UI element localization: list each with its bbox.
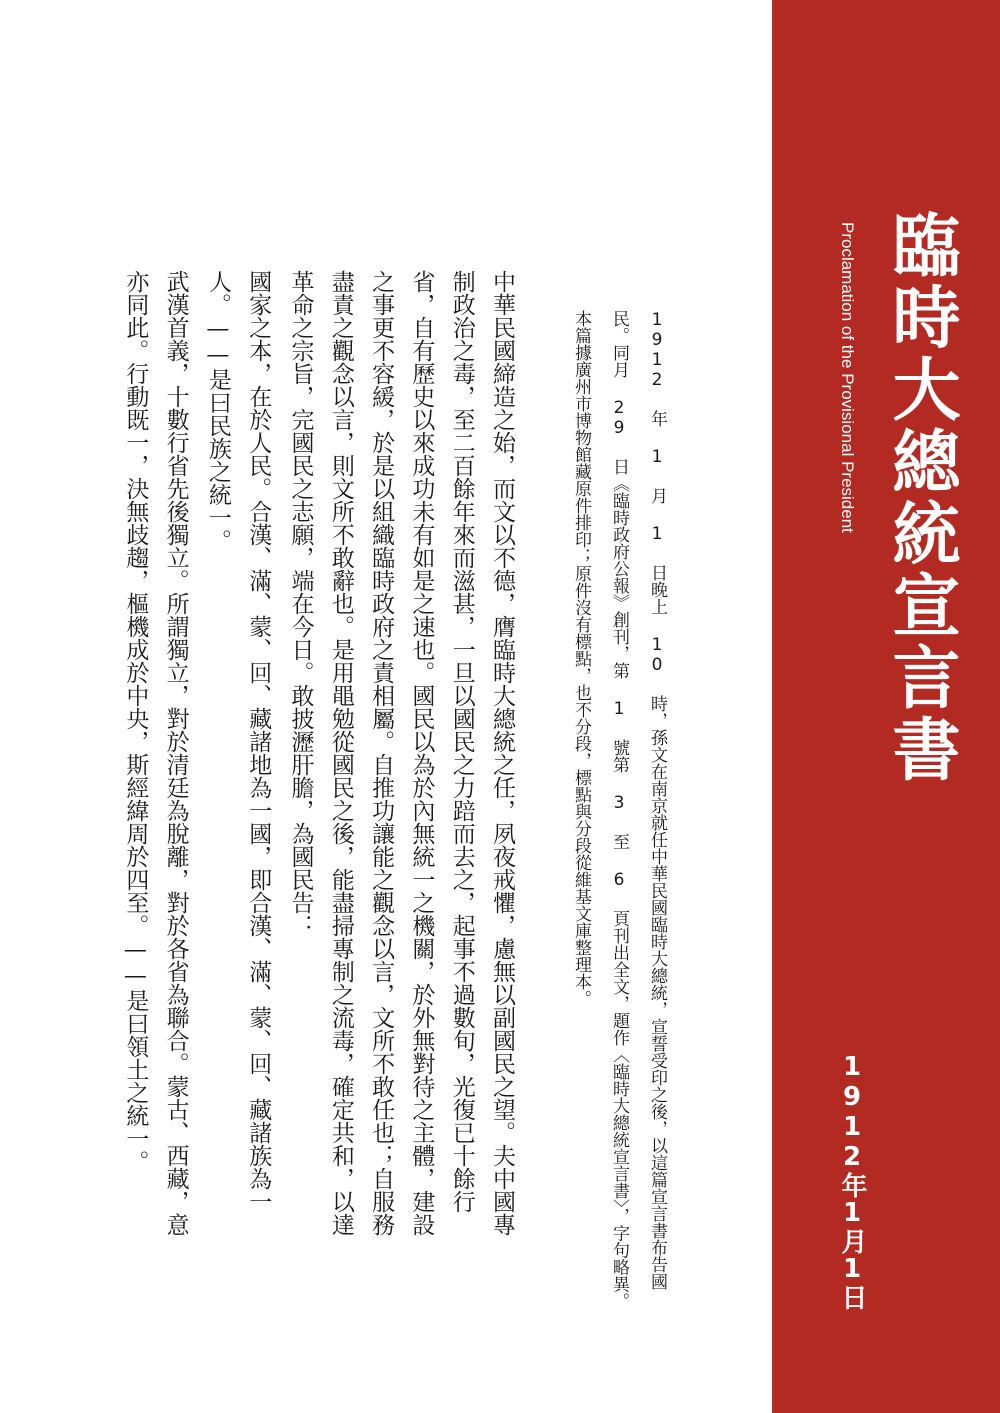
proclamation-body xyxy=(122,222,522,1242)
note-line-1: 1912 年 1 月 1 日晚上 10 時，孫文在南京就任中華民國臨時大總統，宣誓受印之後，以這篇宣言書布告國 xyxy=(647,310,667,1290)
note-line-2: 民。同月 29 日《臨時政府公報》創刊，第 1 號第 3 至 6 頁刊出全文，題作〈臨時大總統宣言書〉，字句略異。 xyxy=(609,310,629,1310)
paragraph-intro: 中華民國締造之始，而文以不德，膺臨時大總統之任，夙夜戒懼，慮無以副國民之望。夫中國專制政治之毒，至二百餘年來而滋甚，一旦以國民之力踣而去之，起事不過數旬，光復已十餘行省，自有歷史以來成功未有如是之速也。國民以為於內無統一之機關，於外無對待之主體，建設之事更不容緩，於是以組織臨時政府之責相屬。自推功讓能之觀念以言，文所不敢任也；自服務盡責之觀念以言，則文所不敢辭也。是用黽勉從國民之後，能盡掃專制之流毒，確定共和，以達革命之宗旨，完國民之志願，端在今日。敢披瀝肝膽，為國民告： xyxy=(287,270,515,1236)
english-subtitle: Proclamation of the Provisional President xyxy=(838,222,857,533)
editorial-note xyxy=(560,310,676,1310)
paragraph-ethnic-unity: 國家之本，在於人民。合漢、滿、蒙、回、藏諸地為一國，即合漢、滿、蒙、回、藏諸族為一人。——是曰民族之統一。 xyxy=(204,270,272,1213)
page-title: 臨時大總統宣言書 xyxy=(881,210,960,786)
note-line-3: 本篇據廣州市博物館藏原件排印；原件沒有標點，也不分段，標點與分段從維基文庫整理本。 xyxy=(571,310,591,1007)
proclamation-date: 1912年1月1日 xyxy=(837,1052,867,1310)
paragraph-territorial-unity: 武漢首義，十數行省先後獨立。所謂獨立，對於清廷為脫離，對於各省為聯合。蒙古、西藏，意亦同此。行動既一，決無歧趨，樞機成於中央，斯經緯周於四至。——是曰領土之統一。 xyxy=(122,270,189,1236)
